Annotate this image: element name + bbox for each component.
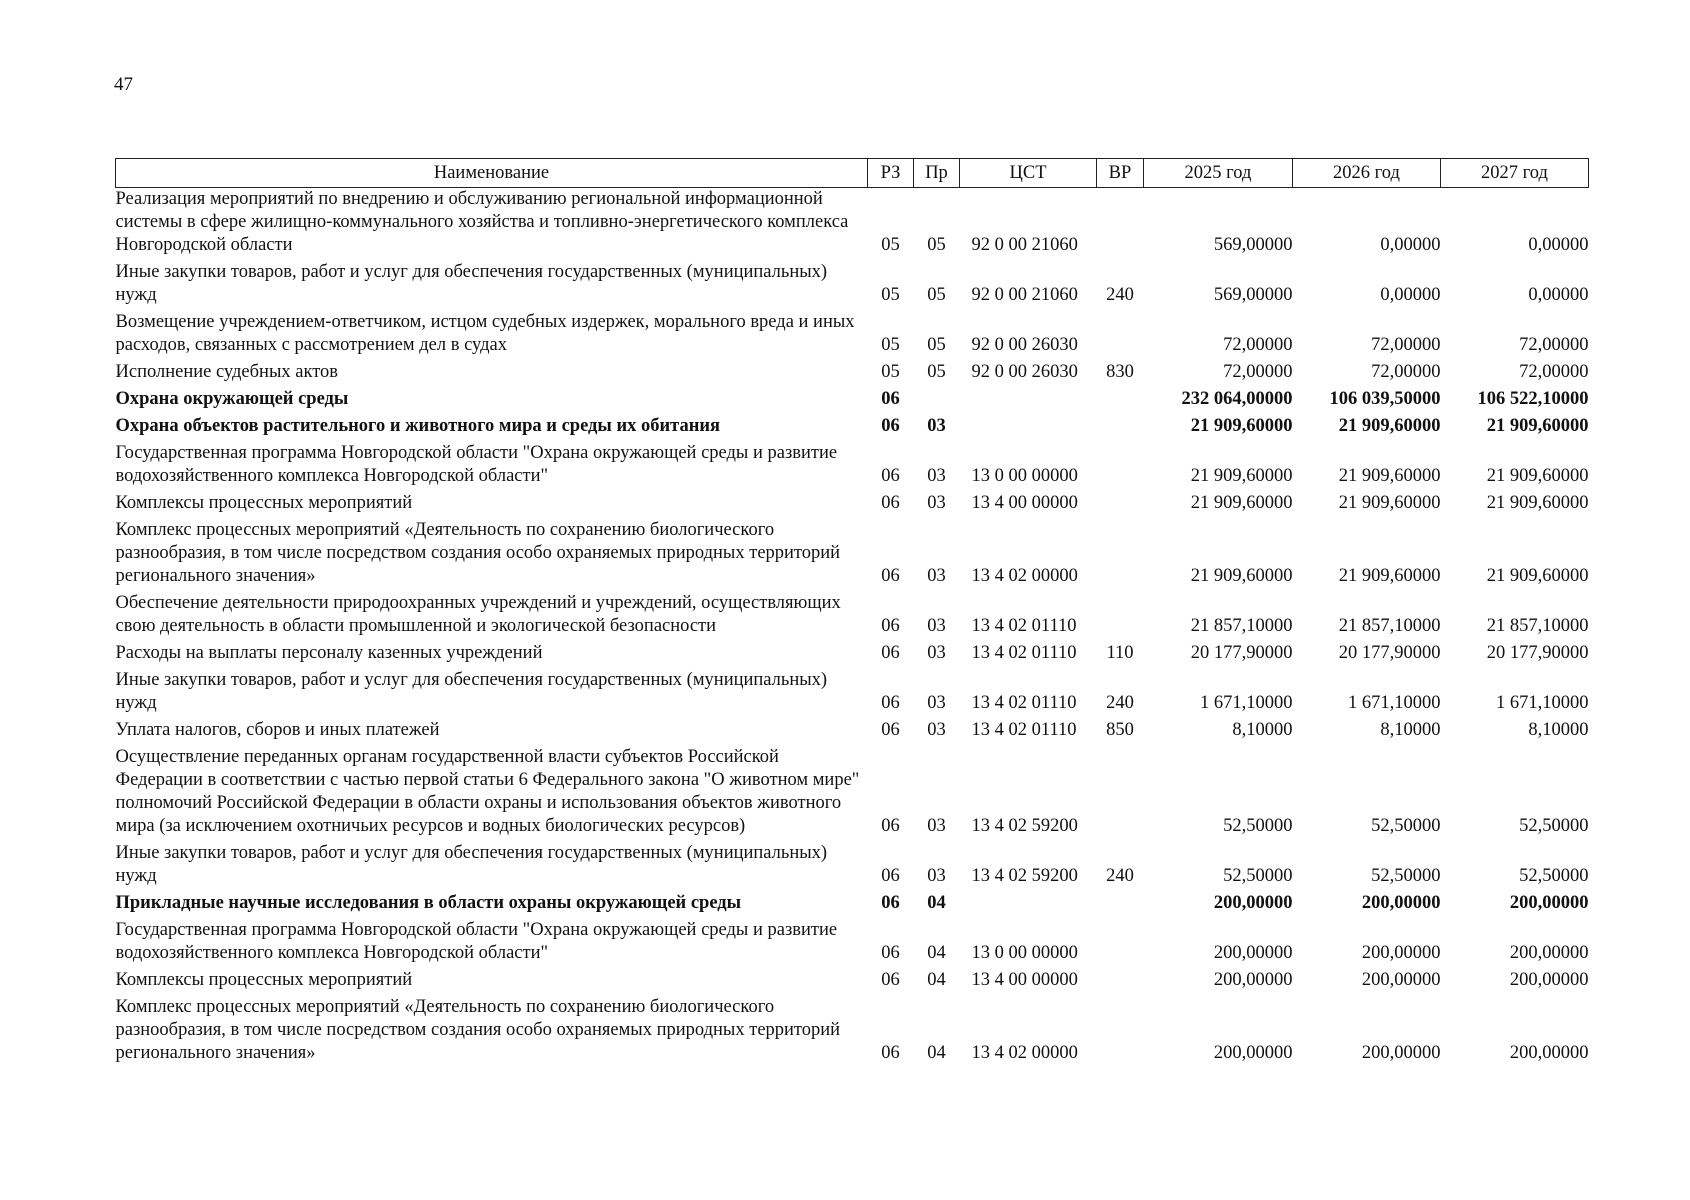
table-row xyxy=(116,519,1589,592)
row-2025: 200,00000 xyxy=(1213,943,1293,963)
row-cst xyxy=(960,415,1097,442)
row-rz: 06 xyxy=(881,1043,900,1063)
row-2026: 200,00000 xyxy=(1361,943,1441,963)
row-rz: 06 xyxy=(881,643,900,663)
row-2027: 72,00000 xyxy=(1519,335,1589,355)
row-name: Исполнение судебных актов xyxy=(115,362,339,382)
row-2027: 1 671,10000 xyxy=(1496,693,1589,713)
row-pr: 03 xyxy=(927,693,946,713)
row-2026: 1 671,10000 xyxy=(1348,693,1441,713)
header-2025: 2025 год xyxy=(1144,159,1293,188)
header-name: Наименование xyxy=(116,159,868,188)
row-2026: 20 177,90000 xyxy=(1338,643,1441,663)
row-pr: 04 xyxy=(927,943,946,963)
row-rz: 06 xyxy=(881,389,900,409)
budget-table xyxy=(115,158,1589,1069)
row-2026: 52,50000 xyxy=(1371,866,1441,886)
row-cst: 13 4 02 59200 xyxy=(971,866,1078,886)
row-pr: 03 xyxy=(927,493,946,513)
row-vr xyxy=(1097,519,1144,592)
row-name: Государственная программа Новгородской области "Охрана окружающей среды и развитие водохозяйственного комплекса Новгородской области" xyxy=(115,920,838,963)
row-name: Комплекс процессных мероприятий «Деятельность по сохранению биологического разнообразия, в том числе посредством создания особо охраняемых природных территорий регионального значения» xyxy=(115,997,841,1063)
table-row xyxy=(116,996,1589,1069)
row-vr: 850 xyxy=(1106,720,1134,740)
row-cst: 92 0 00 21060 xyxy=(971,235,1078,255)
row-vr xyxy=(1097,892,1144,919)
row-2027: 106 522,10000 xyxy=(1477,389,1589,409)
row-name: Иные закупки товаров, работ и услуг для обеспечения государственных (муниципальных) нужд xyxy=(115,843,828,886)
row-vr: 240 xyxy=(1106,285,1134,305)
table-row xyxy=(116,388,1589,415)
row-vr xyxy=(1097,996,1144,1069)
row-cst: 92 0 00 26030 xyxy=(971,335,1078,355)
table-row xyxy=(116,746,1589,842)
row-vr xyxy=(1097,746,1144,842)
table-row xyxy=(116,719,1589,746)
row-name: Расходы на выплаты персоналу казенных учреждений xyxy=(115,643,543,663)
header-2026: 2026 год xyxy=(1293,159,1441,188)
row-2025: 569,00000 xyxy=(1213,235,1293,255)
row-rz: 05 xyxy=(881,235,900,255)
row-cst xyxy=(960,892,1097,919)
row-vr: 240 xyxy=(1106,866,1134,886)
row-cst: 13 4 02 00000 xyxy=(971,566,1078,586)
row-2025: 569,00000 xyxy=(1213,285,1293,305)
row-2025: 200,00000 xyxy=(1213,1043,1293,1063)
row-pr: 03 xyxy=(927,466,946,486)
row-2025: 21 909,60000 xyxy=(1190,566,1293,586)
row-cst: 13 4 02 01110 xyxy=(971,720,1077,740)
row-2027: 21 909,60000 xyxy=(1486,566,1589,586)
row-vr xyxy=(1097,919,1144,969)
row-pr: 03 xyxy=(927,816,946,836)
row-cst: 13 4 02 00000 xyxy=(971,1043,1078,1063)
row-name: Охрана объектов растительного и животного мира и среды их обитания xyxy=(115,416,721,436)
row-rz: 06 xyxy=(881,893,900,913)
row-vr xyxy=(1097,969,1144,996)
row-2027: 0,00000 xyxy=(1528,285,1589,305)
row-2025: 52,50000 xyxy=(1223,816,1293,836)
row-2027: 21 857,10000 xyxy=(1486,616,1589,636)
row-2026: 21 909,60000 xyxy=(1338,466,1441,486)
table-row xyxy=(116,261,1589,311)
row-2027: 200,00000 xyxy=(1509,970,1589,990)
row-cst: 13 4 00 00000 xyxy=(971,493,1078,513)
row-vr: 830 xyxy=(1106,362,1134,382)
row-rz: 06 xyxy=(881,616,900,636)
row-cst: 13 0 00 00000 xyxy=(971,943,1078,963)
row-vr xyxy=(1097,415,1144,442)
row-2026: 52,50000 xyxy=(1371,816,1441,836)
row-vr xyxy=(1097,492,1144,519)
row-2027: 21 909,60000 xyxy=(1486,493,1589,513)
row-2025: 21 857,10000 xyxy=(1190,616,1293,636)
row-name: Уплата налогов, сборов и иных платежей xyxy=(115,720,440,740)
row-cst: 13 4 02 01110 xyxy=(971,643,1077,663)
row-2026: 21 909,60000 xyxy=(1338,416,1441,436)
row-2026: 72,00000 xyxy=(1371,335,1441,355)
row-cst: 13 0 00 00000 xyxy=(971,466,1078,486)
row-name: Иные закупки товаров, работ и услуг для обеспечения государственных (муниципальных) нужд xyxy=(115,262,828,305)
row-2025: 8,10000 xyxy=(1232,720,1293,740)
row-2027: 52,50000 xyxy=(1519,816,1589,836)
row-2026: 0,00000 xyxy=(1380,285,1441,305)
header-rz: РЗ xyxy=(868,159,914,188)
row-name: Иные закупки товаров, работ и услуг для обеспечения государственных (муниципальных) нужд xyxy=(115,670,828,713)
table-row xyxy=(116,842,1589,892)
row-name: Комплексы процессных мероприятий xyxy=(115,493,413,513)
row-2026: 200,00000 xyxy=(1361,1043,1441,1063)
row-name: Реализация мероприятий по внедрению и обслуживанию региональной информационной системы в сфере жилищно-коммунального хозяйства и топливно-энергетического комплекса Новгородской области xyxy=(115,189,849,255)
row-2025: 20 177,90000 xyxy=(1190,643,1293,663)
row-rz: 06 xyxy=(881,466,900,486)
row-cst: 92 0 00 21060 xyxy=(971,285,1078,305)
table-row xyxy=(116,415,1589,442)
row-pr: 03 xyxy=(927,866,946,886)
row-2026: 200,00000 xyxy=(1361,893,1441,913)
row-2026: 0,00000 xyxy=(1380,235,1441,255)
row-pr: 03 xyxy=(927,643,946,663)
table-row xyxy=(116,188,1589,262)
row-rz: 06 xyxy=(881,970,900,990)
row-cst: 92 0 00 26030 xyxy=(971,362,1078,382)
row-cst xyxy=(960,388,1097,415)
row-2026: 106 039,50000 xyxy=(1329,389,1441,409)
row-rz: 05 xyxy=(881,362,900,382)
row-pr: 03 xyxy=(927,566,946,586)
row-2025: 1 671,10000 xyxy=(1200,693,1293,713)
row-2025: 52,50000 xyxy=(1223,866,1293,886)
row-vr: 110 xyxy=(1106,643,1134,663)
table-row xyxy=(116,442,1589,492)
row-name: Комплексы процессных мероприятий xyxy=(115,970,413,990)
row-2025: 21 909,60000 xyxy=(1190,416,1293,436)
row-2025: 21 909,60000 xyxy=(1190,493,1293,513)
header-cst: ЦСТ xyxy=(960,159,1097,188)
row-name: Комплекс процессных мероприятий «Деятельность по сохранению биологического разнообразия, в том числе посредством создания особо охраняемых природных территорий регионального значения» xyxy=(115,520,841,586)
row-vr xyxy=(1097,188,1144,262)
table-row xyxy=(116,492,1589,519)
row-rz: 06 xyxy=(881,693,900,713)
row-2026: 21 857,10000 xyxy=(1338,616,1441,636)
row-rz: 06 xyxy=(881,566,900,586)
page-number: 47 xyxy=(114,74,133,95)
row-pr: 05 xyxy=(927,285,946,305)
table-row xyxy=(116,892,1589,919)
table-row xyxy=(116,592,1589,642)
row-2027: 8,10000 xyxy=(1528,720,1589,740)
row-pr: 03 xyxy=(927,616,946,636)
row-2027: 52,50000 xyxy=(1519,866,1589,886)
row-rz: 06 xyxy=(881,720,900,740)
row-cst: 13 4 02 01110 xyxy=(971,693,1077,713)
row-pr: 04 xyxy=(927,893,946,913)
row-vr xyxy=(1097,592,1144,642)
table-header-row xyxy=(116,159,1589,188)
table-row xyxy=(116,361,1589,388)
row-pr: 03 xyxy=(927,416,946,436)
row-2025: 72,00000 xyxy=(1223,335,1293,355)
header-pr: Пр xyxy=(914,159,960,188)
row-cst: 13 4 02 59200 xyxy=(971,816,1078,836)
row-name: Прикладные научные исследования в области охраны окружающей среды xyxy=(115,893,742,913)
row-2027: 72,00000 xyxy=(1519,362,1589,382)
row-name: Осуществление переданных органам государственной власти субъектов Российской Федерации в соответствии с частью первой статьи 6 Федерального закона "О животном мире" полномочий Российской Федерации в области охраны и использования объектов животного мира (за исключением охотничьих ресурсов и водных биологических ресурсов) xyxy=(115,747,860,836)
row-2027: 20 177,90000 xyxy=(1486,643,1589,663)
header-vr: ВР xyxy=(1097,159,1144,188)
row-pr: 04 xyxy=(927,1043,946,1063)
row-pr: 05 xyxy=(927,362,946,382)
row-name: Охрана окружающей среды xyxy=(115,389,349,409)
row-2026: 72,00000 xyxy=(1371,362,1441,382)
row-2026: 21 909,60000 xyxy=(1338,493,1441,513)
row-2025: 200,00000 xyxy=(1213,893,1293,913)
row-2025: 21 909,60000 xyxy=(1190,466,1293,486)
row-vr xyxy=(1097,442,1144,492)
row-name: Государственная программа Новгородской области "Охрана окружающей среды и развитие водохозяйственного комплекса Новгородской области" xyxy=(115,443,838,486)
row-2026: 21 909,60000 xyxy=(1338,566,1441,586)
row-pr: 04 xyxy=(927,970,946,990)
row-2027: 200,00000 xyxy=(1509,943,1589,963)
row-vr xyxy=(1097,388,1144,415)
row-rz: 06 xyxy=(881,816,900,836)
row-pr: 05 xyxy=(927,335,946,355)
row-pr: 05 xyxy=(927,235,946,255)
row-cst: 13 4 02 01110 xyxy=(971,616,1077,636)
row-2026: 200,00000 xyxy=(1361,970,1441,990)
table-row xyxy=(116,669,1589,719)
row-2027: 21 909,60000 xyxy=(1486,466,1589,486)
table-row xyxy=(116,919,1589,969)
row-rz: 06 xyxy=(881,866,900,886)
row-2027: 0,00000 xyxy=(1528,235,1589,255)
table-row xyxy=(116,969,1589,996)
row-rz: 06 xyxy=(881,943,900,963)
row-2027: 200,00000 xyxy=(1509,1043,1589,1063)
row-rz: 06 xyxy=(881,416,900,436)
row-pr: 03 xyxy=(927,720,946,740)
header-2027: 2027 год xyxy=(1441,159,1589,188)
table-row xyxy=(116,642,1589,669)
row-vr xyxy=(1097,311,1144,361)
row-rz: 06 xyxy=(881,493,900,513)
row-name: Возмещение учреждением-ответчиком, истцом судебных издержек, морального вреда и иных расходов, связанных с рассмотрением дел в судах xyxy=(115,312,855,355)
table-body xyxy=(116,188,1589,1070)
row-2026: 8,10000 xyxy=(1380,720,1441,740)
row-2027: 21 909,60000 xyxy=(1486,416,1589,436)
row-name: Обеспечение деятельности природоохранных учреждений и учреждений, осуществляющих свою деятельность в области промышленной и экологической безопасности xyxy=(115,593,841,636)
table-row xyxy=(116,311,1589,361)
row-rz: 05 xyxy=(881,335,900,355)
row-pr xyxy=(914,388,960,415)
row-vr: 240 xyxy=(1106,693,1134,713)
row-2025: 232 064,00000 xyxy=(1181,389,1293,409)
row-2025: 72,00000 xyxy=(1223,362,1293,382)
row-2025: 200,00000 xyxy=(1213,970,1293,990)
row-cst: 13 4 00 00000 xyxy=(971,970,1078,990)
row-2027: 200,00000 xyxy=(1509,893,1589,913)
row-rz: 05 xyxy=(881,285,900,305)
